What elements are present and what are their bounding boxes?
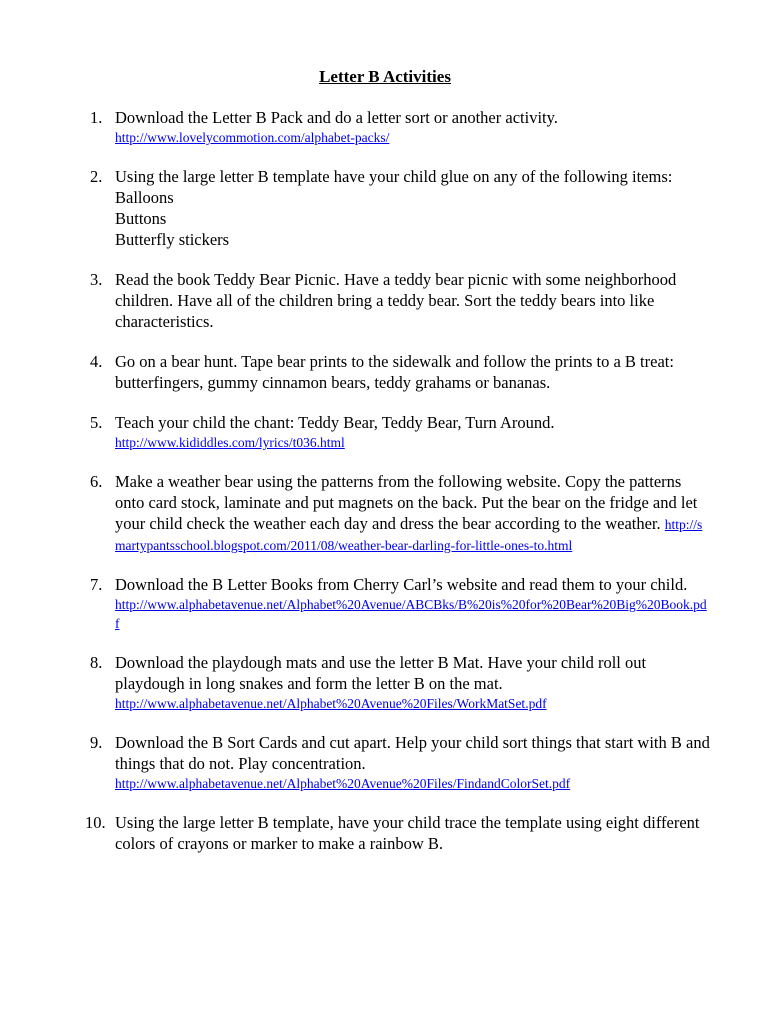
list-item: [0, 471, 770, 555]
item-link[interactable]: http://smartypantsschool.blogspot.com/2011/08/weather-bear-darling-for-little-ones-to.html: [115, 517, 703, 553]
item-number: 10.: [85, 813, 106, 832]
item-text: Go on a bear hunt. Tape bear prints to the sidewalk and follow the prints to a B treat: butterfingers, gummy cinnamon bears, teddy grahams or bananas.: [115, 352, 674, 392]
item-text: Using the large letter B template have your child glue on any of the following items:: [115, 167, 673, 186]
list-item: [0, 269, 770, 332]
item-number: 9.: [90, 733, 103, 752]
item-number: 8.: [90, 653, 103, 672]
list-item: [0, 412, 770, 452]
item-number: 5.: [90, 413, 103, 432]
item-number: 6.: [90, 472, 103, 491]
item-link[interactable]: http://www.alphabetavenue.net/Alphabet%20Avenue/ABCBks/B%20is%20for%20Bear%20Big%20Book.pdf: [115, 597, 707, 631]
item-text: Download the Letter B Pack and do a letter sort or another activity.: [115, 108, 558, 127]
item-link[interactable]: http://www.kididdles.com/lyrics/t036.html: [115, 435, 345, 450]
item-number: 4.: [90, 352, 103, 371]
item-number: 3.: [90, 270, 103, 289]
item-text: Teach your child the chant: Teddy Bear, Teddy Bear, Turn Around.: [115, 413, 555, 432]
item-link[interactable]: http://www.alphabetavenue.net/Alphabet%20Avenue%20Files/FindandColorSet.pdf: [115, 776, 571, 791]
list-item: [0, 166, 770, 250]
item-number: 1.: [90, 108, 103, 127]
item-text-with-link: [115, 471, 710, 555]
item-text: Download the B Sort Cards and cut apart. Help your child sort things that start with B and things that do not. Play concentration.: [115, 733, 710, 773]
list-item: [0, 107, 770, 147]
item-number: 7.: [90, 575, 103, 594]
item-link[interactable]: http://www.lovelycommotion.com/alphabet-packs/: [115, 130, 390, 145]
sublist-item: Buttons: [115, 209, 167, 228]
list-item: [0, 351, 770, 393]
item-link[interactable]: http://www.alphabetavenue.net/Alphabet%20Avenue%20Files/WorkMatSet.pdf: [115, 696, 547, 711]
list-item: [0, 732, 770, 793]
list-item: [0, 812, 770, 854]
item-text: Read the book Teddy Bear Picnic. Have a teddy bear picnic with some neighborhood children. Have all of the children bring a teddy bear. Sort the teddy bears into like characteristics.: [115, 270, 677, 331]
item-text: Download the B Letter Books from Cherry Carl’s website and read them to your child.: [115, 575, 688, 594]
item-text: Using the large letter B template, have your child trace the template using eight different colors of crayons or marker to make a rainbow B.: [115, 813, 700, 853]
item-number: 2.: [90, 167, 103, 186]
list-item: [0, 652, 770, 713]
item-text: Download the playdough mats and use the letter B Mat. Have your child roll out playdough in long snakes and form the letter B on the mat.: [115, 653, 647, 693]
sublist-item: Butterfly stickers: [115, 230, 230, 249]
list-item: [0, 574, 770, 633]
item-text: Make a weather bear using the patterns from the following website. Copy the patterns onto card stock, laminate and put magnets on the back. Put the bear on the fridge and let your child check the weather each day and dress the bear according to the weather.: [115, 472, 698, 533]
sublist-item: Balloons: [115, 188, 174, 207]
activity-list: [0, 107, 770, 854]
document-title: Letter B Activities: [319, 67, 451, 86]
